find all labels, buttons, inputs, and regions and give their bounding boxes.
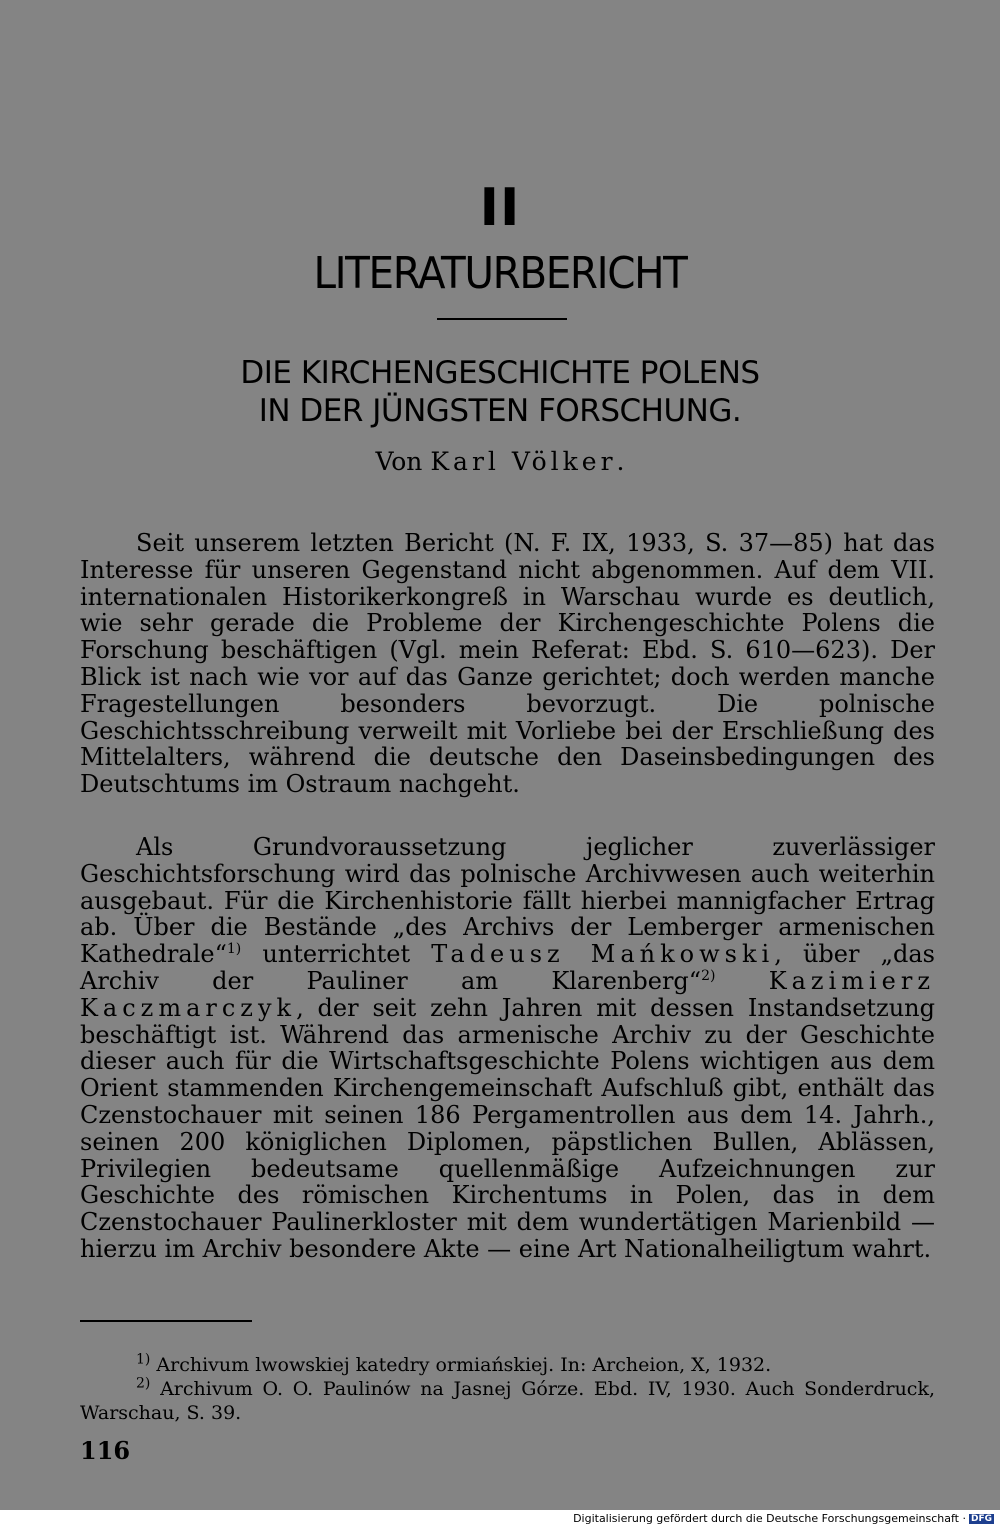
paragraph-2-text-e: , der seit zehn Jahren mit dessen Instandsetzung beschäftigt ist. Während das armenische Archiv zu der Geschichte dieser auch für die Wirtschaftsgeschichte Polens wichtigen aus dem Orient stammenden Kirchengemeinschaft Aufschluß gibt, enthält das Czenstochauer mit seinen 186 Pergamentrollen aus dem 14. Jahrh., seinen 200 königlichen Diplomen, päpstlichen Bullen, Ablässen, Privilegien bedeutsame quellenmäßige Aufzeichnungen zur Geschichte des römischen Kirchentums in Polen, das in dem Czenstochauer Paulinerkloster mit dem wundertätigen Marienbild — hierzu im Archiv besondere Akte — eine Art Nationalheiligtum wahrt. [80, 993, 935, 1263]
paragraph-2-text-c: , über „das Archiv der Pauliner am Klarenberg“ [80, 940, 935, 995]
title-divider [437, 318, 567, 320]
article-title-line-2: IN DER JÜNGSTEN FORSCHUNG. [258, 393, 742, 429]
footnote-divider [80, 1320, 252, 1322]
byline [0, 447, 1000, 476]
paragraph-2 [80, 834, 935, 1263]
byline-prefix: Von [375, 447, 423, 476]
page-number: 116 [80, 1436, 131, 1465]
footnote-2-text: Archivum O. O. Paulinów na Jasnej Górze. Ebd. IV, 1930. Auch Sonderdruck, Warschau, S. 39. [80, 1378, 935, 1424]
footnote-1-mark: 1) [136, 1351, 151, 1368]
footnote-2-mark: 2) [136, 1375, 151, 1392]
credit-text: Digitalisierung gefördert durch die Deutsche Forschungsgemeinschaft · [573, 1512, 966, 1525]
person-name-mankowski: Tadeusz Mańkowski [431, 940, 775, 969]
section-title: LITERATURBERICHT [313, 248, 687, 299]
digitization-credit [573, 1512, 994, 1525]
article-title-line-1: DIE KIRCHENGESCHICHTE POLENS [240, 355, 760, 391]
paragraph-2-text-d [715, 967, 768, 995]
paragraph-1: Seit unserem letzten Bericht (N. F. IX, 1933, S. 37—85) hat das Interesse für unseren Gegenstand nicht abgenommen. Auf dem VII. internationalen Historikerkongreß in Warschau wurde es deutlich, wie sehr gerade die Probleme der Kirchengeschichte Polens die Forschung beschäftigen (Vgl. mein Referat: Ebd. S. 610—623). Der Blick ist nach wie vor auf das Ganze gerichtet; doch werden manche Fragestellungen besonders bevorzugt. Die polnische Geschichtsschreibung verweilt mit Vorliebe bei der Erschließung des Mittelalters, während die deutsche den Daseinsbedingungen des Deutschtums im Ostraum nachgeht. [80, 529, 935, 799]
author-name: Karl Völker [430, 447, 617, 476]
person-name-kaczmarczyk: Kazimierz Kaczmarczyk [80, 966, 935, 1022]
footnote-ref-1: 1) [226, 941, 242, 958]
footnote-1 [80, 1353, 935, 1377]
footnote-1-text: Archivum lwowskiej katedry ormiańskiej. In: Archeion, X, 1932. [150, 1354, 772, 1376]
part-numeral: II [479, 178, 521, 238]
byline-suffix: . [616, 447, 625, 476]
footnote-2 [80, 1377, 935, 1425]
dfg-logo: DFG [970, 1514, 992, 1524]
footnote-ref-2: 2) [701, 967, 716, 984]
paragraph-2-text-a: Als Grundvoraussetzung jeglicher zuverlässiger Geschichtsforschung wird das polnische Archivwesen auch weiterhin ausgebaut. Für die Kirchenhistorie fällt hierbei mannigfacher Ertrag ab. Über die Bestände „des Archivs der Lemberger armenischen Kathedrale“ [80, 833, 935, 969]
paragraph-2-text-b: unterrichtet [241, 940, 432, 969]
